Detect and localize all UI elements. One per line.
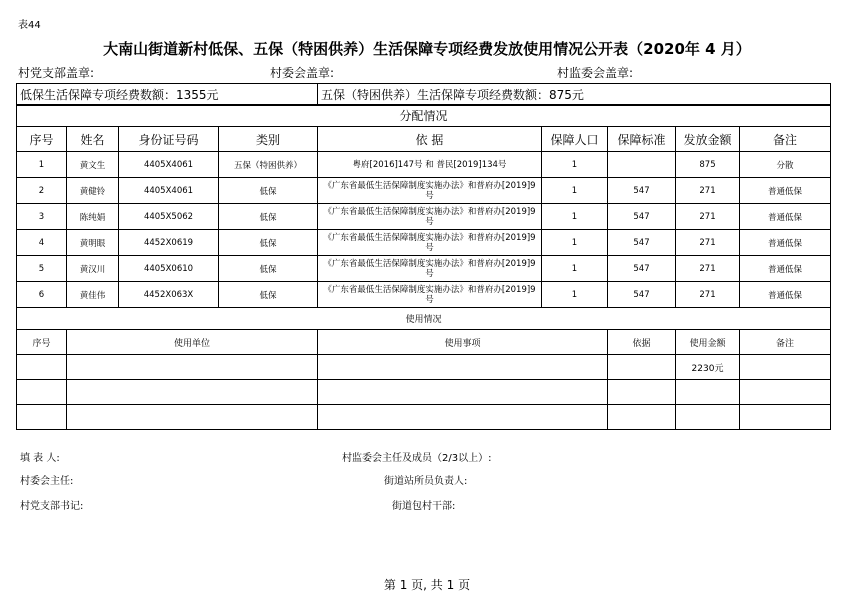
usage-remark bbox=[740, 380, 831, 405]
usage-header-no: 序号 bbox=[17, 330, 67, 355]
committee-seal-label: 村委会盖章: bbox=[270, 66, 335, 80]
row-no: 5 bbox=[17, 256, 67, 282]
row-category: 五保（特困供养） bbox=[219, 152, 318, 178]
usage-unit bbox=[67, 380, 318, 405]
header-people: 保障人口 bbox=[542, 127, 608, 152]
usage-remark bbox=[740, 355, 831, 380]
row-people: 1 bbox=[542, 178, 608, 204]
distribution-section-title: 分配情况 bbox=[17, 105, 831, 127]
table-number: 表44 bbox=[18, 20, 41, 31]
usage-header-item: 使用事项 bbox=[318, 330, 608, 355]
row-name: 黄明眼 bbox=[67, 230, 119, 256]
row-name: 黄健铃 bbox=[67, 178, 119, 204]
usage-unit bbox=[67, 405, 318, 430]
row-name: 黄佳伟 bbox=[67, 282, 119, 308]
row-basis: 《广东省最低生活保障制度实施办法》和普府办[2019]9号 bbox=[318, 178, 542, 204]
row-name: 陈纯娟 bbox=[67, 204, 119, 230]
usage-header-basis: 依据 bbox=[608, 330, 676, 355]
usage-no bbox=[17, 380, 67, 405]
row-remark: 普通低保 bbox=[740, 256, 831, 282]
usage-remark bbox=[740, 405, 831, 430]
row-no: 4 bbox=[17, 230, 67, 256]
table-row bbox=[17, 152, 831, 178]
row-basis: 《广东省最低生活保障制度实施办法》和普府办[2019]9号 bbox=[318, 204, 542, 230]
table-row bbox=[17, 230, 831, 256]
row-amount: 271 bbox=[676, 230, 740, 256]
row-remark: 普通低保 bbox=[740, 204, 831, 230]
row-no: 1 bbox=[17, 152, 67, 178]
header-basis: 依 据 bbox=[318, 127, 542, 152]
header-no: 序号 bbox=[17, 127, 67, 152]
row-people: 1 bbox=[542, 282, 608, 308]
row-amount: 271 bbox=[676, 256, 740, 282]
table-row bbox=[17, 178, 831, 204]
supervision-seal-label: 村监委会盖章: bbox=[557, 66, 634, 80]
party-seal-label: 村党支部盖章: bbox=[18, 66, 95, 80]
row-id: 4452X0619 bbox=[119, 230, 219, 256]
row-category: 低保 bbox=[219, 282, 318, 308]
row-name: 黄汉川 bbox=[67, 256, 119, 282]
row-standard: 547 bbox=[608, 282, 676, 308]
header-remark: 备注 bbox=[740, 127, 831, 152]
station-head-label: 街道站所员负责人: bbox=[384, 476, 468, 487]
row-no: 3 bbox=[17, 204, 67, 230]
table-row bbox=[17, 282, 831, 308]
row-amount: 271 bbox=[676, 282, 740, 308]
table-row bbox=[17, 204, 831, 230]
row-remark: 普通低保 bbox=[740, 178, 831, 204]
row-people: 1 bbox=[542, 230, 608, 256]
row-standard: 547 bbox=[608, 256, 676, 282]
usage-section-title: 使用情况 bbox=[17, 308, 831, 330]
header-name: 姓名 bbox=[67, 127, 119, 152]
fund-amount-table bbox=[16, 83, 831, 106]
row-id: 4405X5062 bbox=[119, 204, 219, 230]
wubao-fund-amount: 五保（特困供养）生活保障专项经费数额：875元 bbox=[318, 84, 831, 106]
row-amount: 271 bbox=[676, 204, 740, 230]
row-basis: 《广东省最低生活保障制度实施办法》和普府办[2019]9号 bbox=[318, 230, 542, 256]
row-category: 低保 bbox=[219, 178, 318, 204]
street-cadre-label: 街道包村干部: bbox=[392, 501, 456, 512]
row-id: 4452X063X bbox=[119, 282, 219, 308]
row-id: 4405X4061 bbox=[119, 178, 219, 204]
usage-header-remark: 备注 bbox=[740, 330, 831, 355]
row-standard: 547 bbox=[608, 204, 676, 230]
usage-row bbox=[17, 380, 831, 405]
row-category: 低保 bbox=[219, 230, 318, 256]
row-basis: 《广东省最低生活保障制度实施办法》和普府办[2019]9号 bbox=[318, 282, 542, 308]
table-row bbox=[17, 256, 831, 282]
header-standard: 保障标准 bbox=[608, 127, 676, 152]
row-no: 6 bbox=[17, 282, 67, 308]
row-amount: 875 bbox=[676, 152, 740, 178]
usage-header-amount: 使用金额 bbox=[676, 330, 740, 355]
page-number: 第 1 页, 共 1 页 bbox=[383, 578, 471, 592]
row-id: 4405X4061 bbox=[119, 152, 219, 178]
row-standard: 547 bbox=[608, 178, 676, 204]
usage-header-row bbox=[17, 330, 831, 355]
row-remark: 普通低保 bbox=[740, 282, 831, 308]
row-basis: 《广东省最低生活保障制度实施办法》和普府办[2019]9号 bbox=[318, 256, 542, 282]
page-title: 大南山街道新村低保、五保（特困供养）生活保障专项经费发放使用情况公开表（2020年 4 月） bbox=[103, 40, 751, 58]
usage-row bbox=[17, 355, 831, 380]
committee-head-label: 村委会主任: bbox=[20, 476, 74, 487]
usage-row bbox=[17, 405, 831, 430]
main-table bbox=[16, 104, 831, 430]
party-secretary-label: 村党支部书记: bbox=[20, 501, 84, 512]
distribution-header-row bbox=[17, 127, 831, 152]
usage-basis bbox=[608, 405, 676, 430]
row-category: 低保 bbox=[219, 256, 318, 282]
row-remark: 普通低保 bbox=[740, 230, 831, 256]
row-standard: 547 bbox=[608, 230, 676, 256]
usage-no bbox=[17, 405, 67, 430]
row-remark: 分散 bbox=[740, 152, 831, 178]
header-id: 身份证号码 bbox=[119, 127, 219, 152]
dibao-fund-amount: 低保生活保障专项经费数额：1355元 bbox=[17, 84, 318, 106]
usage-basis bbox=[608, 380, 676, 405]
usage-item bbox=[318, 405, 608, 430]
usage-basis bbox=[608, 355, 676, 380]
usage-unit bbox=[67, 355, 318, 380]
usage-amount bbox=[676, 380, 740, 405]
row-people: 1 bbox=[542, 152, 608, 178]
supervision-members-label: 村监委会主任及成员（2/3以上）: bbox=[342, 453, 492, 464]
filler-label: 填 表 人: bbox=[20, 453, 60, 464]
usage-amount: 2230元 bbox=[676, 355, 740, 380]
header-category: 类别 bbox=[219, 127, 318, 152]
row-name: 黄文生 bbox=[67, 152, 119, 178]
row-no: 2 bbox=[17, 178, 67, 204]
usage-header-unit: 使用单位 bbox=[67, 330, 318, 355]
row-basis: 粤府[2016]147号 和 普民[2019]134号 bbox=[318, 152, 542, 178]
row-category: 低保 bbox=[219, 204, 318, 230]
row-id: 4405X0610 bbox=[119, 256, 219, 282]
row-people: 1 bbox=[542, 204, 608, 230]
row-people: 1 bbox=[542, 256, 608, 282]
row-standard bbox=[608, 152, 676, 178]
header-amount: 发放金额 bbox=[676, 127, 740, 152]
usage-item bbox=[318, 355, 608, 380]
usage-no bbox=[17, 355, 67, 380]
row-amount: 271 bbox=[676, 178, 740, 204]
usage-item bbox=[318, 380, 608, 405]
usage-amount bbox=[676, 405, 740, 430]
